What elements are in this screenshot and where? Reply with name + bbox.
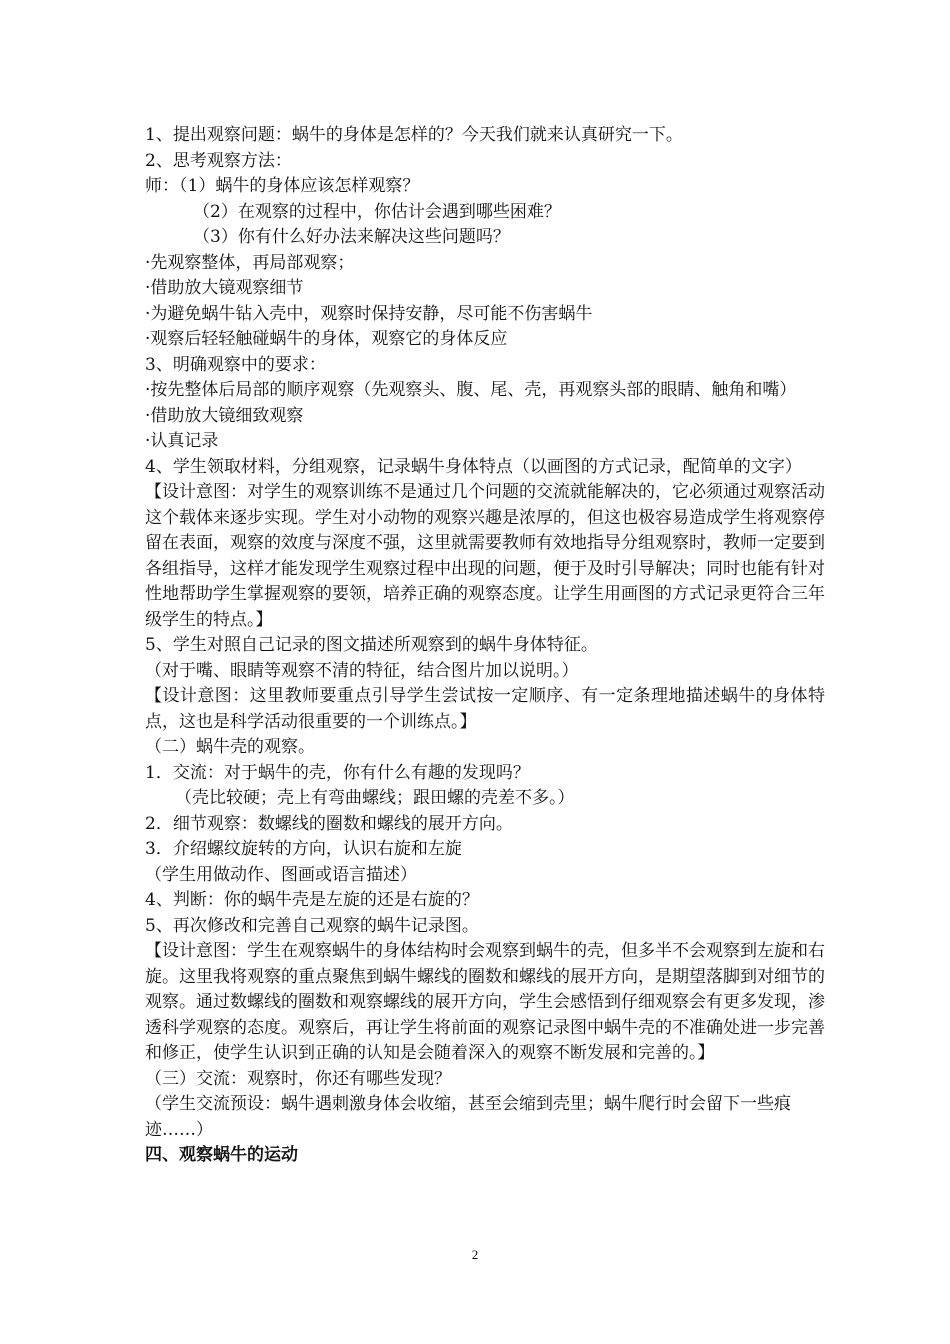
text-line: 4、学生领取材料，分组观察，记录蜗牛身体特点（以画图的方式记录，配简单的文字） [145, 456, 802, 477]
bullet-item: ·观察后轻轻触碰蜗牛的身体，观察它的身体反应 [145, 329, 508, 349]
text-line: （3）你有什么好办法来解决这些问题吗？ [193, 227, 510, 247]
bullet-item: ·借助放大镜观察细节 [145, 278, 304, 298]
text-line: 5、再次修改和完善自己观察的蜗牛记录图。 [145, 915, 479, 936]
text-line: 5、学生对照自己记录的图文描述所观察到的蜗牛身体特征。 [145, 635, 598, 655]
text-line: 师：（1）蜗牛的身体应该怎样观察？ [145, 176, 420, 196]
design-intent-paragraph: 【设计意图：这里教师要重点引导学生尝试按一定顺序、有一定条理地描述蜗牛的身体特点，这也是科学活动很重要的一个训练点。】 [145, 686, 825, 732]
text-line: 2．细节观察：数螺线的圈数和螺线的展开方向。 [145, 813, 513, 834]
text-line: （学生用做动作、图画或语言描述） [145, 864, 417, 885]
text-line: 3．介绍螺纹旋转的方向，认识右旋和左旋 [145, 839, 462, 859]
section-heading: 四、观察蜗牛的运动 [145, 1145, 298, 1165]
text-line: （学生交流预设：蜗牛遇刺激身体会收缩，甚至会缩到壳里；蜗牛爬行时会留下一些痕迹……） [145, 1094, 791, 1140]
bullet-item: ·借助放大镜细致观察 [145, 405, 304, 426]
text-line: 4、判断：你的蜗牛壳是左旋的还是右旋的？ [145, 890, 479, 910]
bullet-item: ·认真记录 [145, 431, 219, 451]
text-line: （2）在观察的过程中，你估计会遇到哪些困难？ [193, 201, 561, 222]
design-intent-paragraph: 【设计意图：学生在观察蜗牛的身体结构时会观察到蜗牛的壳，但多半不会观察到左旋和右旋。这里我将观察的重点聚焦到蜗牛螺线的圈数和螺线的展开方向，是期望落脚到对细节的观察。通过数螺线的圈数和观察螺线的展开方向，学生会感悟到仔细观察会有更多发现，渗透科学观察的态度。观察后，再让学生将前面的观察记录图中蜗牛壳的不准确处进一步完善和修正，使学生认识到正确的认知是会随着深入的观察不断发展和完善的。】 [145, 941, 825, 1063]
page-number: 2 [471, 1247, 479, 1262]
text-line: 2、思考观察方法： [145, 150, 292, 171]
bullet-item: ·为避免蜗牛钻入壳中，观察时保持安静，尽可能不伤害蜗牛 [145, 303, 593, 324]
document-body [145, 123, 825, 1169]
section-subtitle: （二）蜗牛壳的观察。 [145, 737, 315, 757]
section-subtitle: （三）交流：观察时，你还有哪些发现？ [145, 1068, 451, 1089]
bullet-item: ·按先整体后局部的顺序观察（先观察头、腹、尾、壳，再观察头部的眼睛、触角和嘴） [145, 380, 797, 400]
text-line: （对于嘴、眼睛等观察不清的特征，结合图片加以说明。） [145, 660, 579, 681]
text-line: 1、提出观察问题：蜗牛的身体是怎样的？今天我们就来认真研究一下。 [145, 125, 683, 145]
design-intent-paragraph: 【设计意图：对学生的观察训练不是通过几个问题的交流就能解决的，它必须通过观察活动这个载体来逐步实现。学生对小动物的观察兴趣是浓厚的，但这也极容易造成学生将观察停留在表面，观察的效度与深度不强，这里就需要教师有效地指导分组观察时，教师一定要到各组指导，这样才能发现学生观察过程中出现的问题，便于及时引导解决；同时也能有针对性地帮助学生掌握观察的要领，培养正确的观察态度。让学生用画图的方式记录更符合三年级学生的特点。】 [145, 482, 825, 630]
text-line: 1．交流：对于蜗牛的壳，你有什么有趣的发现吗？ [145, 762, 530, 783]
text-line: 3、明确观察中的要求： [145, 354, 326, 375]
bullet-item: ·先观察整体，再局部观察； [145, 252, 355, 273]
text-line: （壳比较硬；壳上有弯曲螺线；跟田螺的壳差不多。） [175, 788, 575, 808]
